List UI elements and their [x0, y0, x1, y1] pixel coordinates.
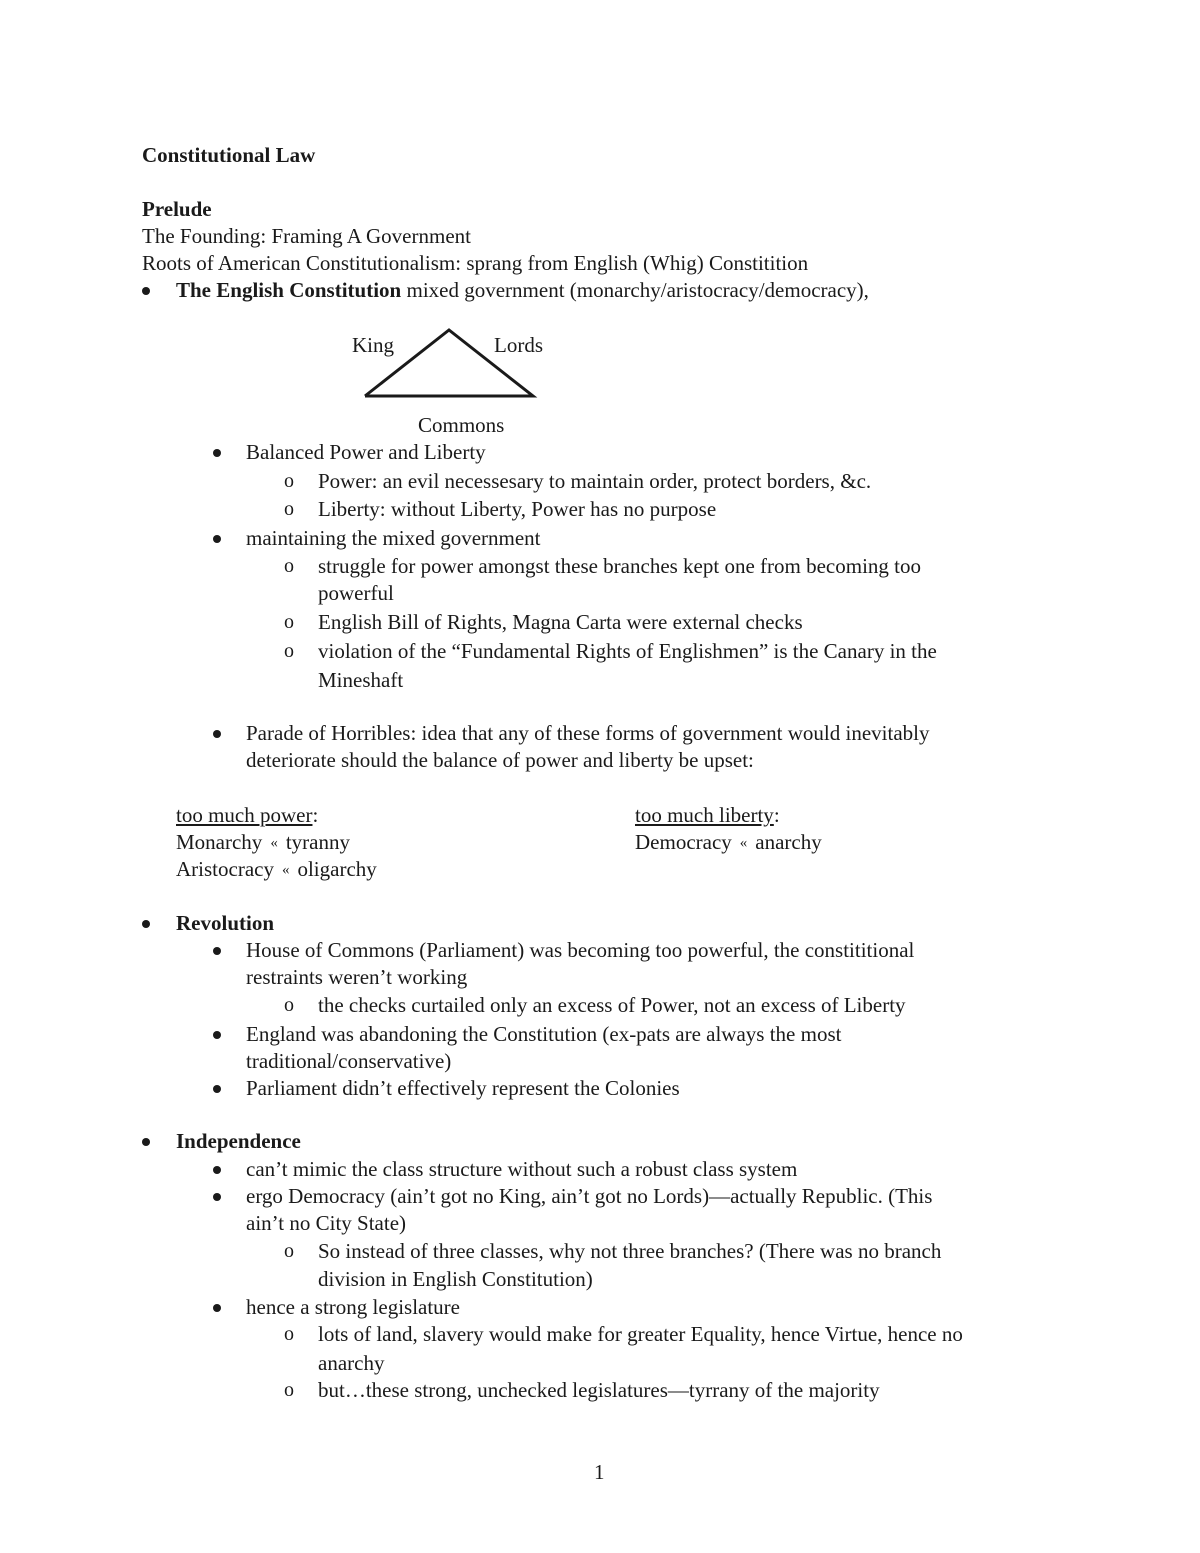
liberty-subitem: Liberty: without Liberty, Power has no purpose — [318, 497, 717, 521]
english-constitution-bold: The English Constitution — [176, 278, 402, 302]
england-item-line2: traditional/conservative) — [246, 1049, 452, 1073]
english-constitution-rest: mixed government (monarchy/aristocracy/democracy), — [401, 278, 869, 302]
sub-bullet-icon: o — [284, 498, 294, 520]
revolution-heading: Revolution — [176, 911, 275, 935]
land-subitem-line1: lots of land, slavery would make for greater Equality, hence Virtue, hence no — [318, 1322, 963, 1346]
bullet-icon — [142, 287, 150, 295]
england-item-line1: England was abandoning the Constitution (ex-pats are always the most — [246, 1022, 842, 1046]
bullet-icon — [213, 730, 221, 738]
bullet-icon — [213, 947, 221, 955]
parliament-item: Parliament didn’t effectively represent the Colonies — [246, 1076, 680, 1100]
sub-bullet-icon: o — [284, 640, 294, 662]
commons-item-line1: House of Commons (Parliament) was becoming too powerful, the constititional — [246, 938, 915, 962]
ergo-item-line1: ergo Democracy (ain’t got no King, ain’t got no Lords)—actually Republic. (This — [246, 1184, 933, 1208]
page-number: 1 — [594, 1460, 605, 1484]
but-subitem: but…these strong, unchecked legislatures—tyrrany of the majority — [318, 1378, 880, 1402]
aristocracy-row: Aristocracy « oligarchy — [176, 856, 377, 884]
bullet-icon — [142, 1138, 150, 1146]
checks-subitem: the checks curtailed only an excess of Power, not an excess of Liberty — [318, 993, 906, 1017]
arrow-icon: « — [281, 862, 290, 878]
bullet-icon — [213, 1193, 221, 1201]
diagram-commons-label: Commons — [418, 413, 505, 437]
democracy-row: Democracy « anarchy — [635, 829, 822, 857]
bullet-icon — [142, 920, 150, 928]
bullet-icon — [213, 1166, 221, 1174]
bullet-icon — [213, 535, 221, 543]
commons-item-line2: restraints weren’t working — [246, 965, 468, 989]
three-branches-subitem-line2: division in English Constitution) — [318, 1267, 593, 1291]
bullet-icon — [213, 1031, 221, 1039]
bullet-icon — [213, 1304, 221, 1312]
violation-subitem-line2: Mineshaft — [318, 668, 404, 692]
violation-subitem-line1: violation of the “Fundamental Rights of Englishmen” is the Canary in the — [318, 639, 937, 663]
too-much-liberty-heading: too much liberty: — [635, 803, 780, 827]
document-title: Constitutional Law — [142, 143, 316, 167]
bullet-icon — [213, 449, 221, 457]
sub-bullet-icon: o — [284, 994, 294, 1016]
hence-item: hence a strong legislature — [246, 1295, 460, 1319]
sub-bullet-icon: o — [284, 555, 294, 577]
sub-bullet-icon: o — [284, 1240, 294, 1262]
founding-line: The Founding: Framing A Government — [142, 224, 471, 248]
power-subitem: Power: an evil necessesary to maintain order, protect borders, &c. — [318, 469, 872, 493]
ergo-item-line2: ain’t no City State) — [246, 1211, 407, 1235]
diagram-king-label: King — [352, 333, 394, 357]
sub-bullet-icon: o — [284, 470, 294, 492]
too-much-power-heading: too much power: — [176, 803, 319, 827]
sub-bullet-icon: o — [284, 1323, 294, 1345]
mimic-item: can’t mimic the class structure without such a robust class system — [246, 1157, 798, 1181]
english-constitution-item — [176, 277, 869, 304]
struggle-subitem-line1: struggle for power amongst these branches kept one from becoming too — [318, 554, 922, 578]
land-subitem-line2: anarchy — [318, 1351, 385, 1375]
sub-bullet-icon: o — [284, 611, 294, 633]
bullet-icon — [213, 1085, 221, 1093]
three-branches-subitem-line1: So instead of three classes, why not three branches? (There was no branch — [318, 1239, 942, 1263]
bill-subitem: English Bill of Rights, Magna Carta were external checks — [318, 610, 803, 634]
parade-item-line2: deteriorate should the balance of power and liberty be upset: — [246, 748, 754, 772]
independence-heading: Independence — [176, 1129, 301, 1153]
roots-line: Roots of American Constitutionalism: sprang from English (Whig) Constitition — [142, 251, 809, 275]
struggle-subitem-line2: powerful — [318, 581, 394, 605]
balanced-item: Balanced Power and Liberty — [246, 440, 486, 464]
arrow-icon: « — [739, 835, 748, 851]
parade-item-line1: Parade of Horribles: idea that any of these forms of government would inevitably — [246, 721, 930, 745]
maintaining-item: maintaining the mixed government — [246, 526, 541, 550]
monarchy-row: Monarchy « tyranny — [176, 829, 350, 857]
sub-bullet-icon: o — [284, 1379, 294, 1401]
arrow-icon: « — [270, 835, 278, 851]
prelude-heading: Prelude — [142, 197, 212, 221]
diagram-lords-label: Lords — [494, 333, 543, 357]
